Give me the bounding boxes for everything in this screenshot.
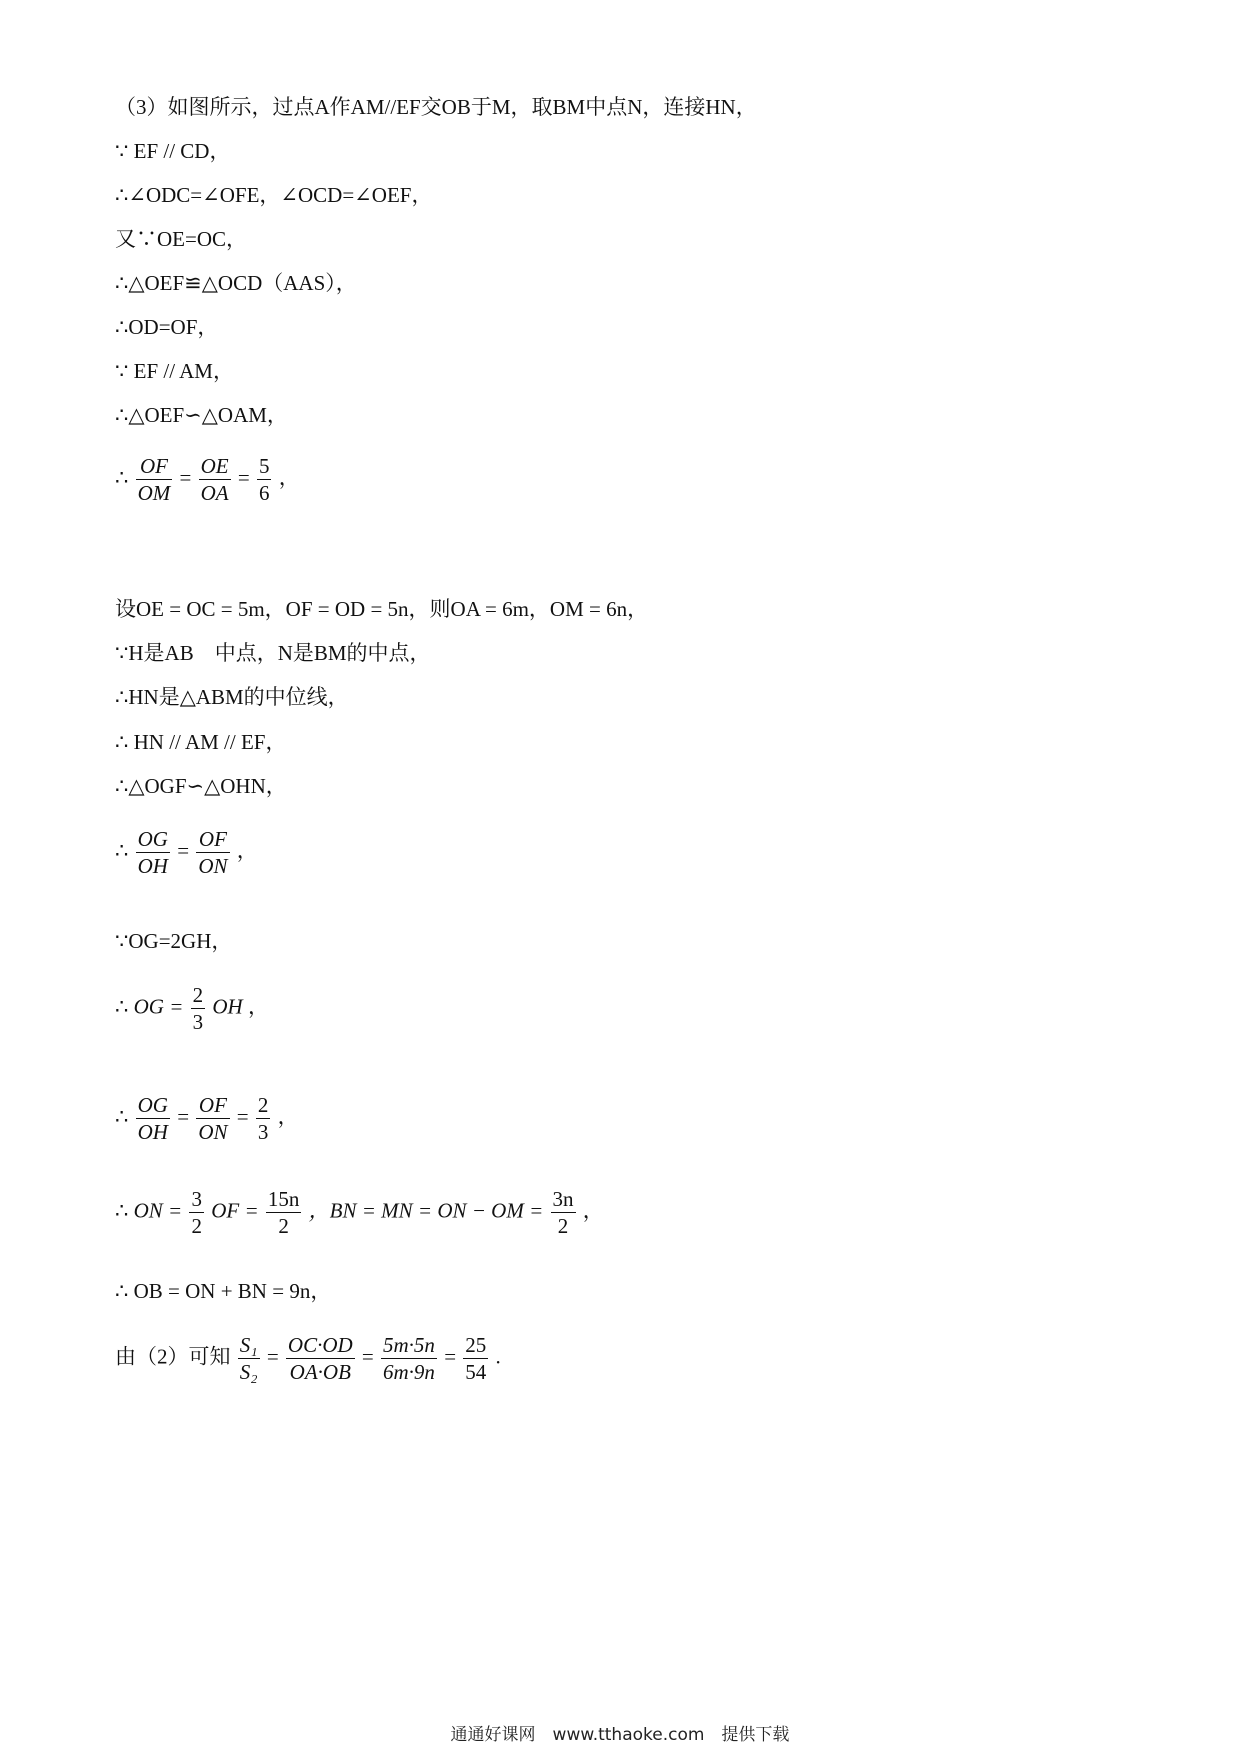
fraction: $\frac{2}{3}$ <box>257 1093 269 1144</box>
solution-line-12: ∴HN是△ABM的中位线， <box>115 685 349 709</box>
comma: ， <box>278 465 300 490</box>
solution-line-21 <box>115 1332 501 1385</box>
solution-line-3: ∴∠ODC=∠OFE，∠OCD=∠OEF， <box>115 183 433 207</box>
equals-sign: = <box>444 1344 457 1369</box>
fraction: $\frac{OE}{OA}$ <box>200 454 229 505</box>
fraction: $\frac{5}{6}$ <box>258 454 270 505</box>
solution-line-15 <box>115 826 258 879</box>
fraction: $\frac{OF}{OM}$ <box>137 454 171 505</box>
solution-line-8: ∴△OEF∽△OAM， <box>115 403 288 427</box>
therefore-symbol: ∴ <box>115 1104 129 1129</box>
solution-line-9 <box>115 453 300 506</box>
period: . <box>495 1344 501 1369</box>
solution-line-6: ∴OD=OF， <box>115 315 219 339</box>
therefore-symbol: ∴ <box>115 838 129 863</box>
solution-line-16: ∵OG=2GH， <box>115 929 233 953</box>
math-text: ON = <box>133 1198 183 1223</box>
solution-line-2: ∵ EF // CD， <box>115 139 231 163</box>
fraction: $\frac{OC\cdot OD}{OA\cdot OB}$ <box>287 1333 353 1384</box>
fraction: $\frac{25}{54}$ <box>465 1333 487 1384</box>
fraction: $\frac{\text{S₁}}{\text{S₂}}$ <box>239 1333 258 1384</box>
fraction: $\frac{OF}{ON}$ <box>198 1093 228 1144</box>
solution-line-1: （3）如图所示，过点A作AM//EF交OB于M，取BM中点N，连接HN， <box>115 95 757 119</box>
comma: ， <box>582 1198 604 1223</box>
solution-line-19 <box>115 1186 604 1239</box>
solution-line-17 <box>115 982 269 1035</box>
solution-line-10: 设OE = OC = 5m，OF = OD = 5n，则OA = 6m，OM = 6n， <box>115 597 649 621</box>
therefore-symbol: ∴ <box>115 465 129 490</box>
equals-sign: = <box>266 1344 279 1369</box>
solution-line-20: ∴ OB = ON + BN = 9n， <box>115 1279 332 1303</box>
solution-line-4: 又∵OE=OC， <box>115 227 248 251</box>
comma: ， <box>247 994 269 1019</box>
equals-sign: = <box>177 1104 190 1129</box>
solution-line-5: ∴△OEF≌△OCD（AAS）， <box>115 271 357 295</box>
equals-sign: = <box>179 465 192 490</box>
solution-line-14: ∴△OGF∽△OHN， <box>115 774 287 798</box>
therefore-symbol: ∴ <box>115 994 129 1019</box>
solution-line-18 <box>115 1092 299 1145</box>
prefix-text: 由（2）可知 <box>115 1344 231 1369</box>
comma: ， <box>277 1104 299 1129</box>
fraction: $\frac{5m\cdot 5n}{6m\cdot 9n}$ <box>383 1333 435 1384</box>
math-text: OF = <box>211 1198 259 1223</box>
equals-sign: = <box>236 1104 249 1129</box>
math-text: ，BN = MN = ON − OM = <box>308 1198 544 1223</box>
math-text: OG = <box>133 994 184 1019</box>
solution-line-13: ∴ HN // AM // EF， <box>115 730 287 754</box>
therefore-symbol: ∴ <box>115 1198 129 1223</box>
fraction: $\frac{OF}{ON}$ <box>198 827 228 878</box>
fraction: $\frac{OG}{OH}$ <box>137 827 168 878</box>
comma: ， <box>236 838 258 863</box>
solution-line-11: ∵H是AB 中点，N是BM的中点， <box>115 641 431 665</box>
fraction: $\frac{3}{2}$ <box>191 1187 202 1238</box>
fraction: $\frac{15n}{2}$ <box>267 1187 300 1238</box>
equals-sign: = <box>237 465 250 490</box>
fraction: $\frac{3n}{2}$ <box>552 1187 574 1238</box>
math-text: OH <box>212 994 243 1019</box>
solution-line-7: ∵ EF // AM， <box>115 359 234 383</box>
fraction: $\frac{2}{3}$ <box>192 983 204 1034</box>
fraction: $\frac{OG}{OH}$ <box>137 1093 168 1144</box>
page-footer: 通通好课网 www.tthaoke.com 提供下载 <box>450 1725 790 1745</box>
equals-sign: = <box>177 838 190 863</box>
equals-sign: = <box>361 1344 374 1369</box>
